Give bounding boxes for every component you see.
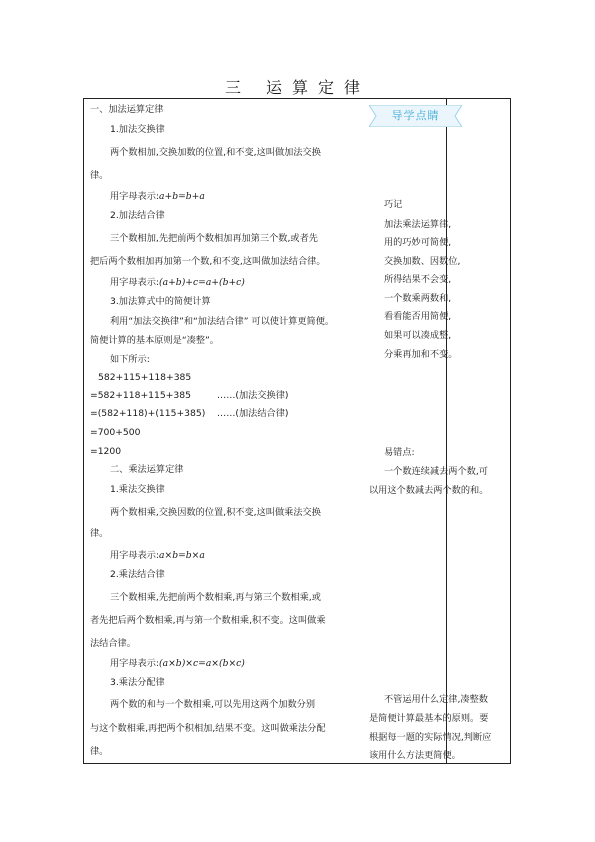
formula-line [110, 277, 245, 289]
paragraph-line: 三个数相乘,先把前两个数相乘,再与第三个数相乘,或 [110, 592, 321, 603]
mnemonic-line: 分乘再加和不变。 [384, 349, 458, 360]
subheading-distributive: 3.乘法分配律 [110, 677, 165, 688]
formula-line [110, 191, 205, 203]
paragraph-line: 利用“加法交换律”和“加法结合律” 可以使计算更简便。 [110, 316, 335, 327]
content-table [83, 98, 511, 764]
paragraph-line: 把后两个数相加再加第一个数,和不变,这叫做加法结合律。 [90, 256, 326, 267]
calculation-line: 582+115+118+385 [98, 372, 192, 383]
subheading-mul-commutative: 1.乘法交换律 [110, 484, 165, 495]
formula-label: 用字母表示: [110, 277, 160, 288]
calculation-line: =1200 [90, 446, 122, 457]
mistake-line: 一个数连续减去两个数,可 [384, 466, 488, 477]
formula-line [110, 658, 245, 670]
paragraph-line: 两个数相乘,交换因数的位置,积不变,这叫做乘法交换 [110, 507, 321, 518]
mistake-line: 以用这个数减去两个数的和。 [369, 485, 489, 496]
page-title: 三 运算定律 [224, 78, 371, 97]
mnemonic-heading: 巧记 [384, 199, 403, 210]
mnemonic-line: 看看能否用简便, [384, 311, 452, 322]
mnemonic-line: 交换加数、因数位, [384, 256, 461, 267]
formula-label: 用字母表示: [110, 550, 160, 561]
principle-line: 根据每一题的实际情况,判断应 [369, 732, 492, 743]
paragraph-line: 三个数相加,先把前两个数相加再加第三个数,或者先 [110, 233, 318, 244]
formula: a×b=b×a [159, 550, 205, 561]
formula-line [110, 550, 205, 562]
mnemonic-line: 用的巧妙可简便, [384, 237, 452, 248]
subheading-mul-associative: 2.乘法结合律 [110, 569, 165, 580]
subheading-add-commutative: 1.加法交换律 [110, 124, 165, 135]
formula-label: 用字母表示: [110, 658, 160, 669]
formula: (a+b)+c=a+(b+c) [159, 277, 245, 288]
paragraph-line: 律。 [90, 170, 109, 181]
formula-label: 用字母表示: [110, 191, 160, 202]
paragraph-line: 两个数相加,交换加数的位置,和不变,这叫做加法交换 [110, 147, 321, 158]
principle-line: 不管运用什么定律,凑整数 [384, 694, 488, 705]
mnemonic-line: 如果可以凑成整, [384, 330, 452, 341]
calculation-note: ……(加法交换律) [217, 390, 289, 401]
formula: (a×b)×c=a×(b×c) [159, 658, 245, 669]
calculation-line: =582+118+115+385 [90, 390, 191, 401]
subheading-simplified-calculation: 3.加法算式中的简便计算 [110, 296, 211, 307]
mnemonic-line: 所得结果不会变, [384, 274, 452, 285]
formula: a+b=b+a [159, 191, 205, 202]
mistake-heading: 易错点: [384, 447, 415, 458]
mnemonic-line: 加法乘法运算律, [384, 219, 452, 230]
section-heading-multiplication: 二、乘法运算定律 [110, 464, 184, 475]
mnemonic-line: 一个数乘两数和, [384, 293, 452, 304]
calculation-line: =(582+118)+(115+385) [90, 408, 206, 419]
calculation-line: =700+500 [90, 427, 141, 438]
column-divider [446, 99, 447, 763]
principle-line: 该用什么方法更简便。 [369, 750, 461, 761]
paragraph-line: 与这个数相乘,再把两个积相加,结果不变。这叫做乘法分配 [90, 723, 326, 734]
paragraph-line: 律。 [90, 528, 109, 539]
paragraph-line: 两个数的和与一个数相乘,可以先用这两个加数分别 [110, 699, 316, 710]
paragraph-line: 律。 [90, 746, 109, 757]
paragraph-line: 法结合律。 [90, 638, 136, 649]
calculation-note: ……(加法结合律) [217, 408, 289, 419]
section-heading-addition: 一、加法运算定律 [90, 104, 164, 115]
example-label: 如下所示: [110, 354, 150, 365]
paragraph-line: 简便计算的基本原则是“凑整”。 [90, 335, 219, 346]
principle-line: 是简便计算最基本的原则。要 [369, 713, 489, 724]
guide-tag-label: 导学点睛 [391, 109, 440, 122]
subheading-add-associative: 2.加法结合律 [110, 210, 165, 221]
guide-tag-banner [369, 105, 462, 127]
paragraph-line: 者先把后两个数相乘,再与第一个数相乘,积不变。这叫做乘 [90, 615, 326, 626]
